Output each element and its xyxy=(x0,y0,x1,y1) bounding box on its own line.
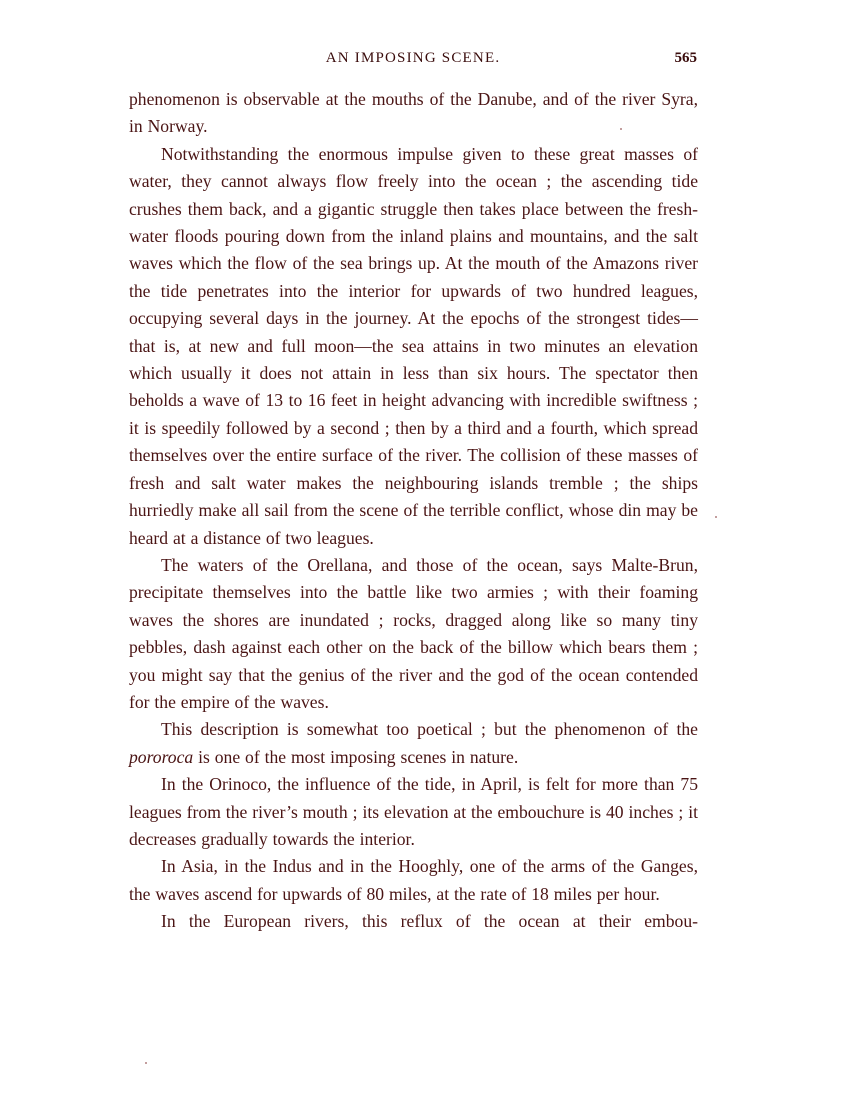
running-title: AN IMPOSING SCENE. xyxy=(325,50,501,66)
paragraph-4-text-end: is one of the most imposing scenes in nature. xyxy=(193,746,519,767)
paragraph-4 xyxy=(129,716,698,771)
body-text xyxy=(129,86,698,936)
paragraph-2: Notwithstanding the enormous impulse given to these great masses of water, they cannot always flow freely into the ocean ; the ascending tide crushes them back, and a gigantic struggle then takes place between the fresh-water floods pouring down from the inland plains and mountains, and the salt waves which the flow of the sea brings up. At the mouth of the Amazons river the tide penetrates into the interior for upwards of two hundred leagues, occupying several days in the journey. At the epochs of the strongest tides—that is, at new and full moon—the sea attains in two minutes an elevation which usually it does not attain in less than six hours. The spectator then beholds a wave of 13 to 16 feet in height advancing with incredible swiftness ; it is speedily followed by a second ; then by a third and a fourth, which spread themselves over the entire surface of the river. The collision of these masses of fresh and salt water makes the neighbouring islands tremble ; the ships hurriedly make all sail from the scene of the terrible conflict, whose din may be heard at a distance of two leagues. xyxy=(129,143,698,548)
paragraph-1: phenomenon is observable at the mouths of the Danube, and of the river Syra, in Norway. xyxy=(129,89,698,137)
running-head xyxy=(129,50,697,72)
paper-speck xyxy=(145,1062,147,1064)
paragraph-6: In Asia, in the Indus and in the Hooghly, one of the arms of the Ganges, the waves ascend for upwards of 80 miles, at the rate of 18 miles per hour. xyxy=(129,856,698,904)
paragraph-5: In the Orinoco, the influence of the tide, in April, is felt for more than 75 leagues from the river’s mouth ; its elevation at the embouchure is 40 inches ; it decreases gradually towards the interior. xyxy=(129,774,698,849)
paragraph-4-text-start: This description is somewhat too poetical ; but the phenomenon of the xyxy=(161,719,698,740)
paragraph-7: In the European rivers, this reflux of the ocean at their embou- xyxy=(161,911,698,932)
paper-speck xyxy=(715,516,717,518)
paragraph-4-italic-term: pororoca xyxy=(129,746,194,767)
paragraph-3: The waters of the Orellana, and those of the ocean, says Malte-Brun, precipitate themselves into the battle like two armies ; with their foaming waves the shores are inundated ; rocks, dragged along like so many tiny pebbles, dash against each other on the back of the billow which bears them ; you might say that the genius of the river and the god of the ocean contended for the empire of the waves. xyxy=(129,554,698,712)
paper-speck xyxy=(620,128,622,130)
page-number: 565 xyxy=(674,50,697,66)
